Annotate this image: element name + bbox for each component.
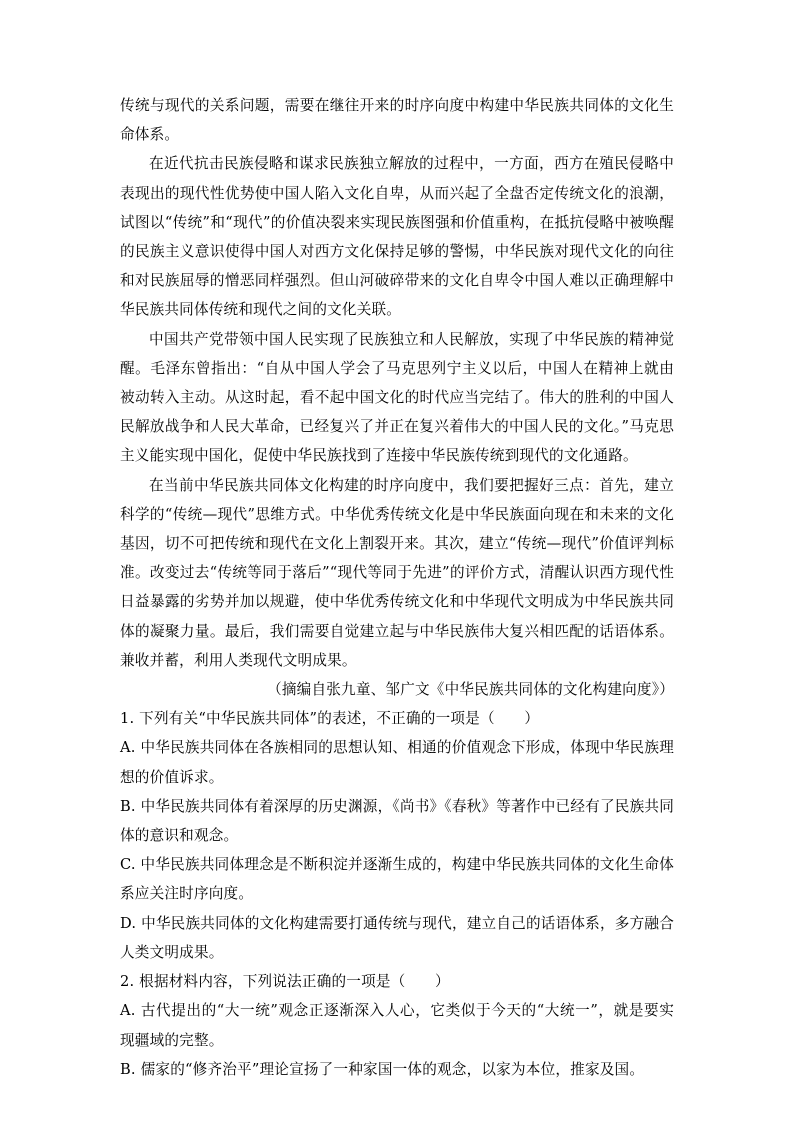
passage-paragraph: 传统与现代的关系问题，需要在继往开来的时序向度中构建中华民族共同体的文化生命体系。 [120,97,674,144]
source-citation: （摘编自张九童、邹广文《中华民族共同体的文化构建向度》） [267,681,674,699]
passage-paragraph: 在近代抗击民族侵略和谋求民族独立解放的过程中，一方面，西方在殖民侵略中表现出的现代性优势使中国人陷入文化自卑，从而兴起了全盘否定传统文化的浪潮，试图以“传统”和“现代”的价值决裂来实现民族图强和价值重构，在抵抗侵略中被唤醒的民族主义意识使得中国人对西方文化保持足够的警惕，中华民族对现代文化的向往和对民族屈辱的憎恶同样强烈。但山河破碎带来的文化自卑令中国人难以正确理解中华民族共同体传统和现代之间的文化关联。 [120,155,674,319]
question-1-option-b: B. 中华民族共同体有着深厚的历史渊源，《尚书》《春秋》等著作中已经有了民族共同体的意识和观念。 [120,797,674,845]
question-1-option-c: C. 中华民族共同体理念是不断积淀并逐渐生成的，构建中华民族共同体的文化生命体系应关注时序向度。 [120,856,674,903]
question-1-stem: 1. 下列有关“中华民族共同体”的表述，不正确的一项是（ ） [120,710,540,728]
question-2-option-b: B. 儒家的“修齐治平”理论宣扬了一种家国一体的观念，以家为本位，推家及国。 [120,1060,645,1078]
passage-paragraph: 中国共产党带领中国人民实现了民族独立和人民解放，实现了中华民族的精神觉醒。毛泽东曾指出：“自从中国人学会了马克思列宁主义以后，中国人在精神上就由被动转入主动。从这时起，看不起中国文化的时代应当完结了。伟大的胜利的中国人民解放战争和人民大革命，已经复兴了并正在复兴着伟大的中国人民的文化。”马克思主义能实现中国化，促使中华民族找到了连接中华民族传统到现代的文化通路。 [120,330,674,465]
question-2-option-a: A. 古代提出的“大一统”观念正逐渐深入人心，它类似于今天的“大统一”，就是要实现疆域的完整。 [120,1002,674,1049]
passage-paragraph: 在当前中华民族共同体文化构建的时序向度中，我们要把握好三点：首先，建立科学的“传统—现代”思维方式。中华优秀传统文化是中华民族面向现在和未来的文化基因，切不可把传统和现代在文化上割裂开来。其次，建立“传统—现代”价值评判标准。改变过去“传统等同于落后”“现代等同于先进”的评价方式，清醒认识西方现代性日益暴露的劣势并加以规避，使中华优秀传统文化和中华现代文明成为中华民族共同体的凝聚力量。最后，我们需要自觉建立起与中华民族伟大复兴相匹配的话语体系。兼收并蓄，利用人类现代文明成果。 [120,476,674,669]
question-1-option-d: D. 中华民族共同体的文化构建需要打通传统与现代，建立自己的话语体系，多方融合人类文明成果。 [120,914,674,961]
question-2-stem: 2. 根据材料内容，下列说法正确的一项是（ ） [120,973,450,991]
question-1-option-a: A. 中华民族共同体在各族相同的思想认知、相通的价值观念下形成，体现中华民族理想的价值诉求。 [120,739,674,786]
